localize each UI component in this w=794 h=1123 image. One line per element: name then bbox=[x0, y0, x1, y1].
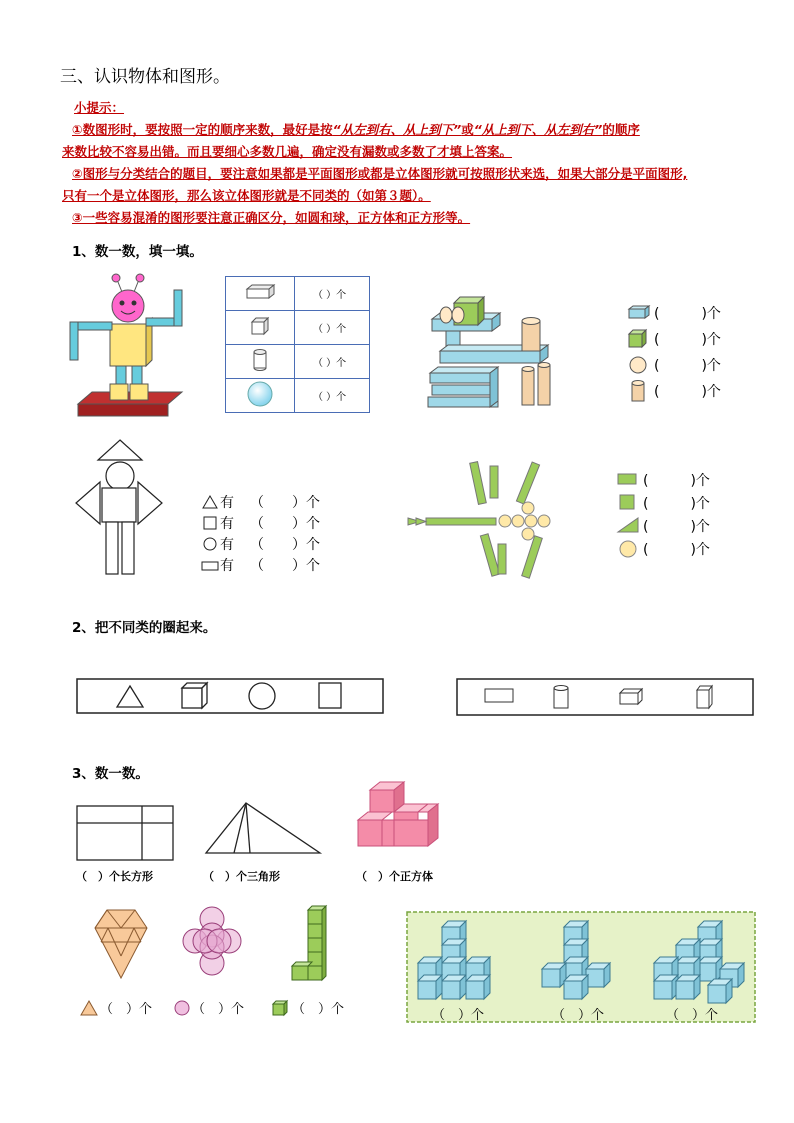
table-row bbox=[226, 379, 370, 413]
pink-cube-stack-figure bbox=[356, 782, 440, 854]
tall-cuboid-shape[interactable] bbox=[697, 686, 712, 708]
tips-line-4: 只有一个是立体图形，那么该立体图形就是不同类的（如第３题）。 bbox=[62, 188, 431, 203]
sphere-icon bbox=[246, 380, 274, 408]
table-row bbox=[226, 277, 370, 311]
tips-line-3: ②图形与分类结合的题目，要注意如果都是平面图形或都是立体图形就可按照形状来选，如果大部分是平面图形, bbox=[72, 166, 688, 181]
cube-shape[interactable] bbox=[182, 688, 202, 708]
table-row bbox=[226, 345, 370, 379]
odd-one-out-row-2 bbox=[456, 678, 754, 716]
triangle-icon bbox=[80, 1000, 98, 1016]
cube-icon bbox=[272, 1000, 288, 1016]
rectangle-icon bbox=[201, 561, 219, 571]
rectangle-count-caption[interactable]: （ ）个长方形 bbox=[76, 870, 153, 883]
circle-overlap-figure bbox=[181, 905, 243, 977]
count-blank[interactable]: （ ）个 bbox=[552, 1008, 605, 1023]
cuboid-icon bbox=[628, 305, 650, 319]
count-blank[interactable]: （ ）个 bbox=[250, 495, 320, 511]
count-blank[interactable]: （ ）个 bbox=[292, 1002, 345, 1017]
cylinder-shape[interactable] bbox=[554, 686, 568, 709]
triangle-count-figure bbox=[204, 801, 322, 855]
count-blank[interactable]: （ ）个 bbox=[100, 1002, 153, 1017]
circle-shape[interactable] bbox=[249, 683, 275, 709]
count-blank[interactable]: （ ）个 bbox=[666, 1008, 719, 1023]
section3-title: 3、数一数。 bbox=[72, 766, 149, 782]
tips-line-1: ①数图形时，要按照一定的顺序来数，最好是按“从左到右、从上到下”或“从上到下、从左到右”的顺序 bbox=[72, 122, 640, 137]
count-blank[interactable]: ( )个 bbox=[643, 473, 710, 489]
triangle-count-caption[interactable]: （ ）个三角形 bbox=[203, 870, 280, 883]
count-blank[interactable]: ( )个 bbox=[654, 384, 721, 400]
count-blank[interactable]: ( )个 bbox=[643, 519, 710, 535]
green-cube-stack-figure bbox=[290, 906, 332, 982]
count-blank[interactable]: ( )个 bbox=[654, 332, 721, 348]
block-structure-figure bbox=[426, 293, 561, 411]
list-item bbox=[80, 998, 180, 1018]
count-blank[interactable]: ( )个 bbox=[643, 542, 710, 558]
count-blank[interactable]: （ ）个 bbox=[192, 1002, 245, 1017]
square-shape[interactable] bbox=[319, 683, 341, 708]
square-icon bbox=[619, 494, 635, 510]
tips-line-2: 来数比较不容易出错。而且要细心多数几遍，确定没有漏数或多数了才填上答案。 bbox=[62, 144, 513, 159]
section1-title: 1、数一数，填一填。 bbox=[72, 244, 203, 260]
cuboid-icon bbox=[245, 284, 275, 300]
square-icon bbox=[203, 516, 217, 530]
triangle-icon bbox=[202, 495, 218, 509]
circle-icon bbox=[174, 1000, 190, 1016]
cube-icon bbox=[628, 329, 648, 349]
table-count-blank[interactable]: （ ）个 bbox=[313, 358, 347, 369]
tips-heading: 小提示： bbox=[74, 100, 125, 115]
count-blank[interactable]: （ ）个 bbox=[250, 537, 320, 553]
list-item bbox=[174, 998, 274, 1018]
table-count-blank[interactable]: （ ）个 bbox=[313, 392, 347, 403]
green-shape-figure bbox=[404, 460, 556, 582]
triangle-icon bbox=[617, 517, 639, 533]
solid-count-table bbox=[225, 276, 370, 413]
count-blank[interactable]: ( )个 bbox=[654, 358, 721, 374]
rectangle-icon bbox=[617, 473, 637, 485]
cuboid-shape[interactable] bbox=[620, 689, 642, 704]
sphere-icon bbox=[628, 355, 648, 375]
circle-icon bbox=[203, 537, 217, 551]
circle-icon bbox=[619, 540, 637, 558]
count-blank[interactable]: ( )个 bbox=[643, 496, 710, 512]
tips-line-5: ③一些容易混淆的图形要注意正确区分，如圆和球，正方体和正方形等。 bbox=[72, 210, 471, 225]
count-blank[interactable]: （ ）个 bbox=[250, 558, 320, 574]
cube-count-caption[interactable]: （ ）个正方体 bbox=[356, 870, 433, 883]
robot-3d-figure bbox=[78, 272, 188, 420]
page-title: 三、认识物体和图形。 bbox=[60, 67, 230, 87]
cylinder-icon bbox=[252, 348, 268, 372]
rectangle-count-figure bbox=[76, 805, 174, 861]
count-blank[interactable]: ( )个 bbox=[654, 306, 721, 322]
tips-box bbox=[62, 97, 762, 229]
section2-title: 2、把不同类的圈起来。 bbox=[72, 620, 217, 636]
count-blank[interactable]: （ ）个 bbox=[250, 516, 320, 532]
cylinder-icon bbox=[630, 379, 646, 405]
rectangle-shape[interactable] bbox=[485, 689, 513, 702]
cube-icon bbox=[250, 316, 270, 336]
odd-one-out-row-1 bbox=[76, 678, 384, 716]
triangle-kite-figure bbox=[93, 908, 149, 980]
table-row bbox=[226, 311, 370, 345]
table-count-blank[interactable]: （ ）个 bbox=[313, 290, 347, 301]
flat-shape-robot-figure bbox=[74, 438, 166, 578]
list-item bbox=[272, 998, 372, 1018]
count-blank[interactable]: （ ）个 bbox=[432, 1008, 485, 1023]
table-count-blank[interactable]: （ ）个 bbox=[313, 324, 347, 335]
